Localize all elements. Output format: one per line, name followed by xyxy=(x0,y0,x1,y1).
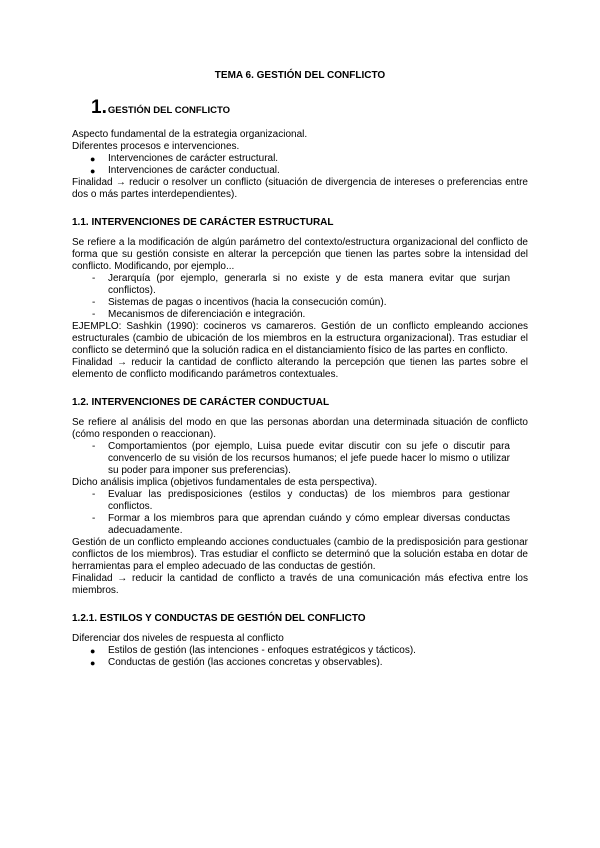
section-1-2-analysis-list xyxy=(72,489,528,537)
section-1-number: 1. xyxy=(91,97,107,118)
list-item: ● Intervenciones de carácter conductual. xyxy=(90,165,280,176)
section-1-2-1-bullet-list xyxy=(72,645,528,669)
section-1-2-example: Gestión de un conflicto empleando acciones conductuales (cambio de la predisposición para gestionar conflictos de los miembros). Tras estudiar el conflicto se determinó que la solución estaba en dotar de herramientas para el empleo adecuado de las conductas de gestión. xyxy=(72,537,528,572)
bullet-icon: ● xyxy=(90,154,96,164)
section-1-intro-line: Diferentes procesos e intervenciones. xyxy=(72,141,240,152)
section-1-2-intro: Se refiere al análisis del modo en que las personas abordan una determinada situación de conflicto (cómo responden o reaccionan). xyxy=(72,417,528,440)
list-item: - Jerarquía (por ejemplo, generarla si no existe y de esta manera evitar que surjan conflictos). xyxy=(92,273,510,296)
section-1-1-intro: Se refiere a la modificación de algún parámetro del contexto/estructura organizacional del conflicto de forma que su gestión consiste en alterar la percepción que tienen las partes sobre la intensidad del conflicto. Modificando, por ejemplo... xyxy=(72,237,528,272)
section-1-2-dash-list xyxy=(72,441,528,477)
section-1-2-1-intro: Diferenciar dos niveles de respuesta al conflicto xyxy=(72,633,284,644)
section-1-bullet-list xyxy=(72,153,528,177)
section-1-2-finalidad: Finalidad → reducir la cantidad de conflicto a través de una comunicación más efectiva entre los miembros. xyxy=(72,573,528,596)
bullet-icon: ● xyxy=(90,166,96,176)
section-1-heading xyxy=(91,98,528,118)
dash-icon: - xyxy=(92,297,96,308)
dash-icon: - xyxy=(92,309,96,320)
section-1-intro-line: Aspecto fundamental de la estrategia organizacional. xyxy=(72,129,308,140)
section-1-1-finalidad: Finalidad → reducir la cantidad de conflicto alterando la percepción que tienen las partes sobre el elemento de conflicto modificando parámetros contextuales. xyxy=(72,357,528,380)
bullet-icon: ● xyxy=(90,646,96,656)
list-item: - Formar a los miembros para que aprendan cuándo y cómo emplear diversas conductas adecuadamente. xyxy=(92,513,510,536)
section-1-2-1-heading: 1.2.1. ESTILOS Y CONDUCTAS DE GESTIÓN DEL CONFLICTO xyxy=(72,613,366,624)
section-1-1-dash-list xyxy=(72,273,528,321)
list-item: - Comportamientos (por ejemplo, Luisa puede evitar discutir con su jefe o discutir para convencerlo de su visión de los recursos humanos; el jefe puede hacer lo mismo o utilizar su poder para imponer sus preferencias). xyxy=(92,441,510,476)
dash-icon: - xyxy=(92,489,96,500)
dash-icon: - xyxy=(92,441,96,452)
document-body xyxy=(72,70,528,669)
dash-icon: - xyxy=(92,273,96,284)
list-item: - Sistemas de pagas o incentivos (hacia la consecución común). xyxy=(92,297,387,308)
section-1-1-heading: 1.1. INTERVENCIONES DE CARÁCTER ESTRUCTURAL xyxy=(72,217,334,228)
list-item: - Mecanismos de diferenciación e integración. xyxy=(92,309,306,320)
section-1-2-heading: 1.2. INTERVENCIONES DE CARÁCTER CONDUCTUAL xyxy=(72,397,330,408)
section-1-2-analysis: Dicho análisis implica (objetivos fundamentales de esta perspectiva). xyxy=(72,477,378,488)
section-1-title: GESTIÓN DEL CONFLICTO xyxy=(107,105,230,116)
document-title: TEMA 6. GESTIÓN DEL CONFLICTO xyxy=(214,70,386,81)
bullet-icon: ● xyxy=(90,658,96,668)
list-item: ● Intervenciones de carácter estructural. xyxy=(90,153,279,164)
section-1-1-example: EJEMPLO: Sashkin (1990): cocineros vs camareros. Gestión de un conflicto empleando acciones estructurales (cambio de ubicación de los miembros en la estructura organizacional). Tras estudiar el conflicto se determinó que la solución radica en el distanciamiento físico de las partes en conflicto. xyxy=(72,321,528,356)
section-1-finalidad: Finalidad → reducir o resolver un conflicto (situación de divergencia de intereses o preferencias entre dos o más partes interdependientes). xyxy=(72,177,528,200)
list-item: - Evaluar las predisposiciones (estilos y conductas) de los miembros para gestionar conflictos. xyxy=(92,489,510,512)
list-item: ● Conductas de gestión (las acciones concretas y observables). xyxy=(90,657,383,668)
dash-icon: - xyxy=(92,513,96,524)
list-item: ● Estilos de gestión (las intenciones - enfoques estratégicos y tácticos). xyxy=(90,645,416,656)
